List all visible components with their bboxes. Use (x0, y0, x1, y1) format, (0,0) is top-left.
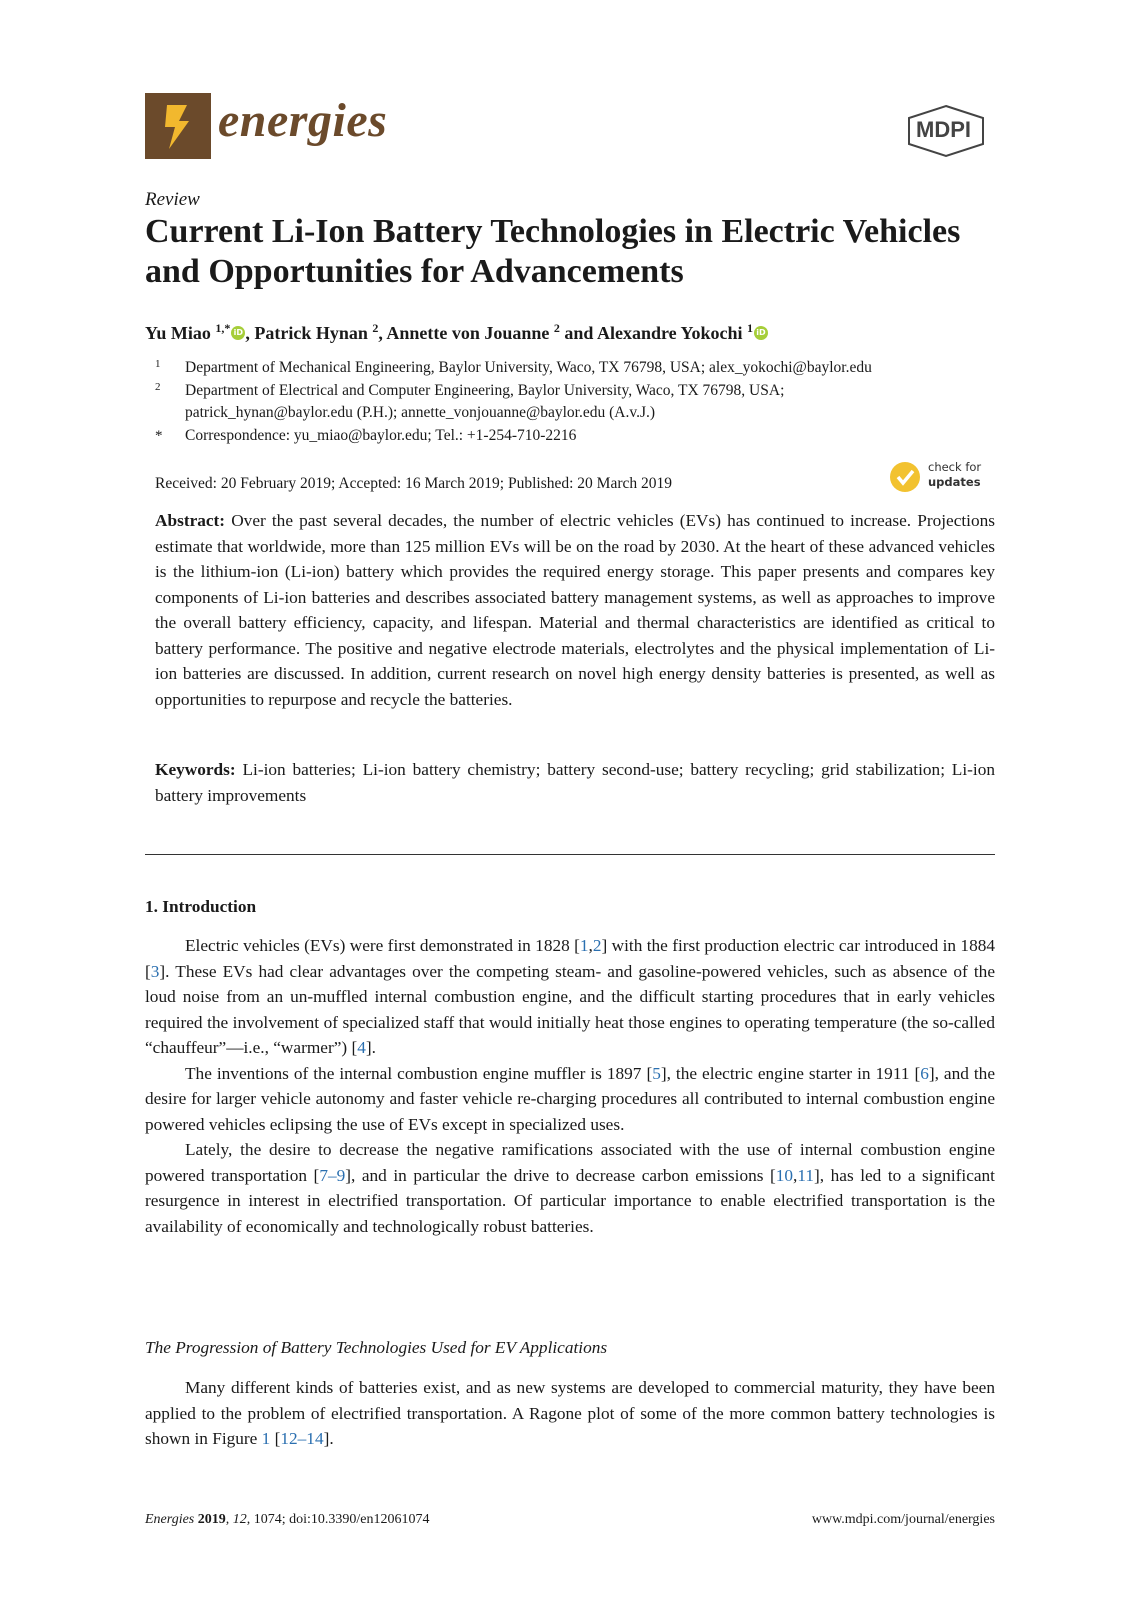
author-name: Patrick Hynan (254, 323, 368, 343)
author-list: Yu Miao $^{1,*}$ iD , Patrick Hynan $^2$, Annette von Jouanne $^2$ and Alexandre Yokochi $^1$ iD (145, 321, 768, 344)
citation-link[interactable]: 5 (652, 1063, 661, 1083)
citation-link[interactable]: 6 (920, 1063, 929, 1083)
publisher-logo (905, 104, 987, 158)
subsection-heading: The Progression of Battery Technologies Used for EV Applications (145, 1338, 608, 1357)
citation-link[interactable]: 3 (150, 961, 160, 981)
journal-name: energies (218, 94, 388, 147)
abstract (155, 508, 995, 712)
affiliation-mark: 2 (155, 380, 161, 393)
figure-link[interactable]: 1 (261, 1429, 271, 1448)
author-name: Alexandre Yokochi (596, 323, 743, 343)
affiliation-text: patrick_hynan@baylor.edu (P.H.); annette_vonjouanne@baylor.edu (A.v.J.) (185, 404, 656, 421)
affiliation-text: Department of Electrical and Computer Engineering, Baylor University, Waco, TX 76798, USA; (185, 381, 785, 399)
article-type: Review (145, 189, 200, 210)
author-affil-mark: 2 (372, 321, 379, 335)
footer-journal: Energies (145, 1512, 195, 1527)
affiliations (145, 357, 995, 447)
paragraph: Lately, the desire to decrease the negative ramifications associated with the use of internal combustion engine powered transportation [7–9], and in particular the drive to decrease carbon emissions [10,11], has led to a significant resurgence in interest in electrified transportation. Of particular importance to enable electrified transportation is the availability of economically and technologically robust batteries. (145, 1140, 995, 1236)
keywords-text: Li-ion batteries; Li-ion battery chemistry; battery second-use; battery recycling; grid stabilization; Li-ion battery improvements (155, 760, 996, 805)
footer-citation: Energies 2019, 12, 1074; doi:10.3390/en12061074 (145, 1512, 430, 1527)
citation-link[interactable]: 10 (775, 1165, 794, 1185)
author-affil-mark: 2 (553, 321, 560, 335)
section-heading: 1. Introduction (145, 897, 257, 916)
affiliation-row (145, 402, 995, 425)
citation-link[interactable]: 2 (592, 936, 602, 955)
paragraph: Many different kinds of batteries exist, and as new systems are developed to commercial maturity, they have been applied to the problem of electrified transportation. A Ragone plot of some of the more common battery technologies is shown in Figure 1 [12–14]. (145, 1378, 995, 1448)
affiliation-text: Department of Mechanical Engineering, Baylor University, Waco, TX 76798, USA; alex_yokochi@baylor.edu (185, 359, 872, 376)
abstract-text: Over the past several decades, the number of electric vehicles (EVs) has continued to increase. Projections estimate that worldwide, more than 125 million EVs will be on the road by 2030. At the heart of these advanced vehicles is the lithium-ion (Li-ion) battery which provides the required energy storage. This paper presents and compares key components of Li-ion batteries and describes associated battery management systems, as well as approaches to improve the overall battery efficiency, capacity, and lifespan. Material and thermal characteristics are identified as critical to battery performance. The positive and negative electrode materials, electrolytes and the physical implementation of Li-ion batteries are discussed. In addition, current research on novel high energy density batteries is presented, as well as opportunities to repurpose and recycle the batteries. (155, 511, 995, 709)
affiliation-row (145, 380, 995, 403)
journal-logo (145, 93, 211, 159)
citation-link[interactable]: 12–14 (280, 1429, 324, 1448)
citation-link[interactable]: 7–9 (319, 1165, 346, 1185)
author-name: Yu Miao (145, 323, 211, 343)
author-conjunction: and (564, 323, 594, 343)
correspondence-text: Correspondence: yu_miao@baylor.edu; Tel.: +1-254-710-2216 (185, 426, 577, 444)
footer-url[interactable]: www.mdpi.com/journal/energies (811, 1512, 995, 1527)
check-for-updates-badge[interactable] (890, 460, 990, 496)
lightning-icon (145, 93, 211, 159)
affiliation-mark: 1 (155, 358, 161, 370)
abstract-label: Abstract: (155, 511, 226, 530)
affiliation-row (145, 357, 995, 380)
publisher-name: MDPI (916, 117, 971, 142)
footer-volume: 12 (232, 1512, 247, 1527)
paragraph: The inventions of the internal combustion engine muffler is 1897 [5], the electric engine starter in 1911 [6], and the desire for larger vehicle autonomy and faster vehicle re-charging procedures all contributed to internal combustion engine powered vehicles eclipsing the use of EVs except in specialized uses. (145, 1063, 995, 1134)
citation-link[interactable]: 1 (579, 936, 589, 955)
keywords-label: Keywords: (155, 760, 236, 779)
citation-link[interactable]: 11 (797, 1165, 815, 1185)
correspondence-row (145, 425, 995, 448)
section-divider (145, 854, 995, 855)
check-for-updates-label: check for updates (928, 460, 982, 489)
footer-doi: , 1074; doi:10.3390/en12061074 (246, 1512, 430, 1527)
subsection-body (145, 1375, 995, 1452)
author-affil-mark: 1 (746, 321, 753, 335)
orcid-icon[interactable]: iD (754, 326, 768, 340)
keywords (155, 757, 995, 808)
paragraph: Electric vehicles (EVs) were first demonstrated in 1828 [1,2] with the first production electric car introduced in 1884 [3]. These EVs had clear advantages over the competing steam- and gasoline-powered vehicles, such as absence of the loud noise from an un-muffled internal combustion engine, and the difficult starting procedures that in early vehicles required the involvement of specialized staff that would initially heat those engines to operating temperature (the so-called “chauffeur”—i.e., “warmer”) [4]. (145, 936, 995, 1057)
footer-year: 2019 (197, 1512, 226, 1527)
checkmark-icon (890, 462, 920, 492)
author-affil-mark: 1,* (215, 321, 231, 335)
affiliation-mark: * (155, 427, 163, 444)
paper-title: Current Li-Ion Battery Technologies in Electric Vehicles and Opportunities for Advancements (145, 213, 961, 290)
orcid-icon[interactable]: iD (231, 326, 245, 340)
citation-link[interactable]: 4 (357, 1038, 366, 1057)
introduction-body (145, 933, 995, 1239)
publication-dates: Received: 20 February 2019; Accepted: 16 March 2019; Published: 20 March 2019 (155, 475, 672, 492)
author-name: Annette von Jouanne (386, 323, 550, 343)
